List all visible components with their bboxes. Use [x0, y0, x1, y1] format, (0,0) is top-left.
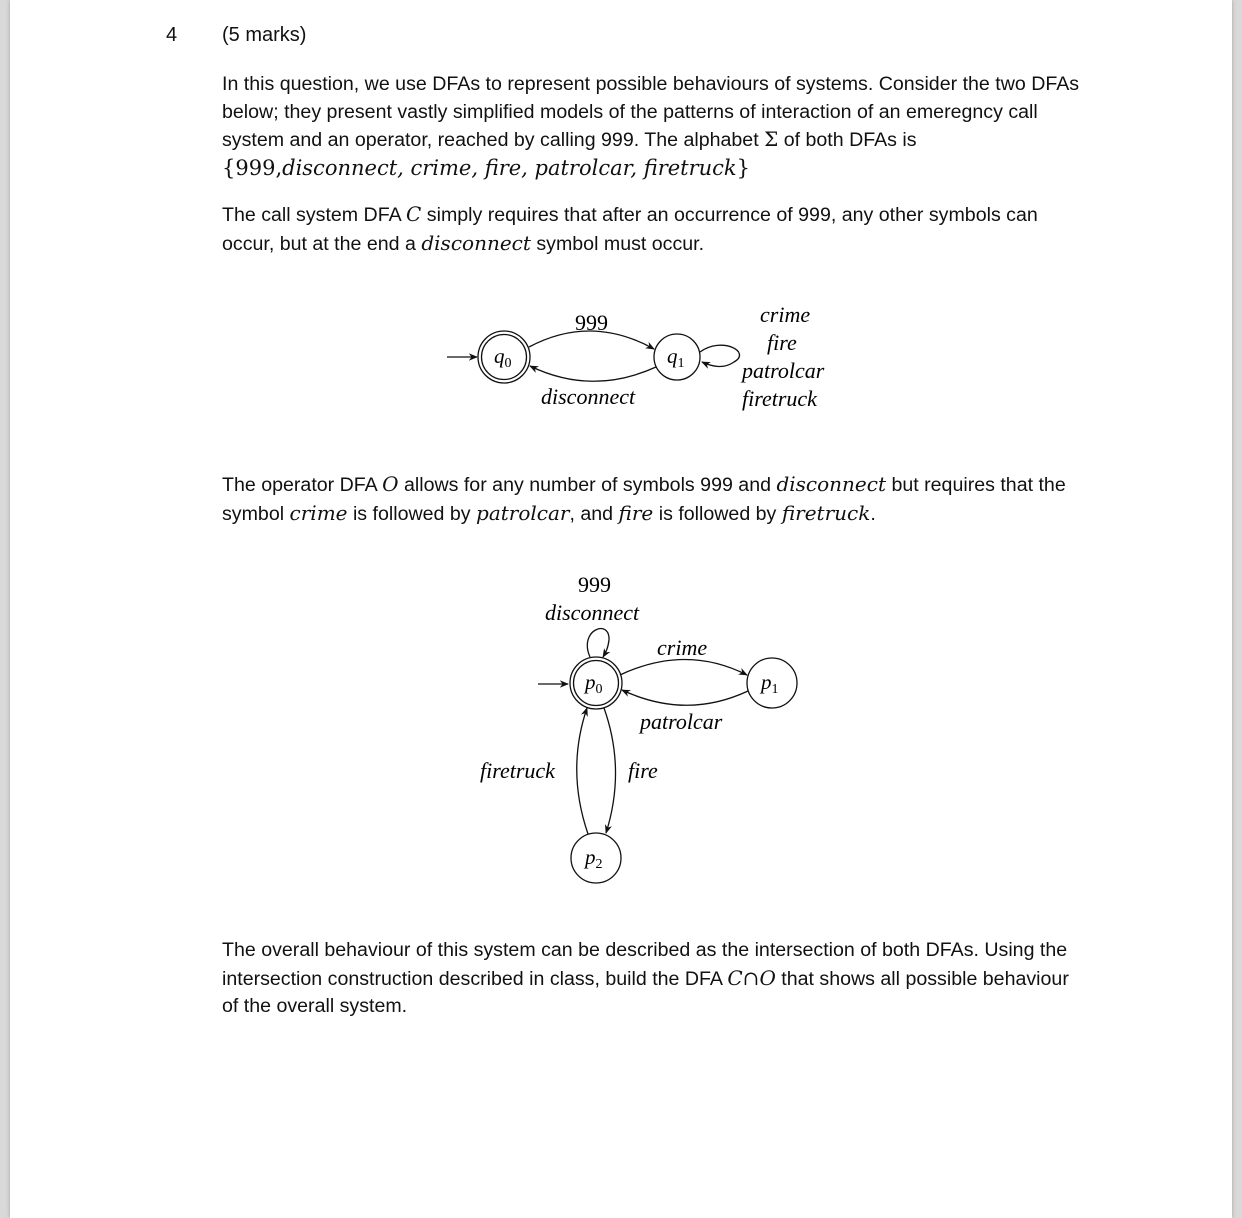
question-number: 4 [166, 24, 178, 46]
dfa-c-name: C [406, 202, 422, 226]
loop-q1-label-fire: fire [767, 330, 797, 355]
conclusion-paragraph: The overall behaviour of this system can be described as the intersection of both DFAs. Using the intersection construction described in class, build the DFA C∩O that shows all possible behaviour of the overall system. [222, 939, 1069, 1017]
state-p1-label: p1 [761, 670, 779, 697]
state-p0-label: p0 [585, 670, 603, 697]
edge-q0-q1-label: 999 [575, 310, 608, 335]
loop-p0-label-disconnect: disconnect [545, 600, 640, 625]
edge-p1-p0-label: patrolcar [640, 709, 723, 734]
loop-q1-label-crime: crime [760, 302, 811, 327]
loop-q1-label-firetruck: firetruck [742, 386, 817, 411]
exam-page [10, 0, 1232, 1218]
call-system-paragraph: The call system DFA C simply requires that after an occurrence of 999, any other symbols can occur, but at the end a disconnect symbol must occur. [222, 202, 1038, 255]
sigma-symbol: Σ [764, 127, 779, 151]
alphabet-set: {999,disconnect, crime, fire, patrolcar, firetruck} [222, 155, 751, 180]
state-q1-label: q1 [667, 344, 685, 371]
edge-p0-p2-label: fire [628, 758, 658, 783]
edge-q1-q0-label: disconnect [541, 384, 636, 409]
edge-p2-p0-label: firetruck [480, 758, 555, 783]
dfa-o-name: O [382, 472, 399, 496]
loop-q1 [700, 345, 740, 366]
edge-q1-q0 [530, 366, 656, 381]
edge-p0-p2 [604, 708, 616, 833]
loop-p0-label-999: 999 [578, 572, 611, 597]
intro-text-after: of both DFAs is [783, 129, 917, 151]
question-marks: (5 marks) [222, 24, 307, 46]
state-q0-label: q0 [494, 344, 512, 371]
edge-p2-p0 [577, 708, 588, 834]
disconnect-symbol: disconnect [421, 230, 531, 255]
intro-text: In this question, we use DFAs to represent possible behaviours of systems. Consider the two DFAs below; they present vastly simplified models of the patterns of interaction of an emeregncy call system and an operator, reached by calling 999. The alphabet [222, 73, 1080, 151]
operator-paragraph: The operator DFA O allows for any number of symbols 999 and disconnect but requires that the symbol crime is followed by patrolcar, and fire is followed by firetruck. [222, 472, 1066, 525]
state-p2-label: p2 [585, 845, 603, 872]
loop-q1-label-patrolcar: patrolcar [742, 358, 825, 383]
edge-p0-p1 [620, 660, 747, 676]
loop-p0 [587, 629, 609, 657]
edge-p1-p0 [622, 690, 748, 705]
edge-p0-p1-label: crime [657, 635, 708, 660]
dfa-c-diagram [10, 0, 1232, 1218]
